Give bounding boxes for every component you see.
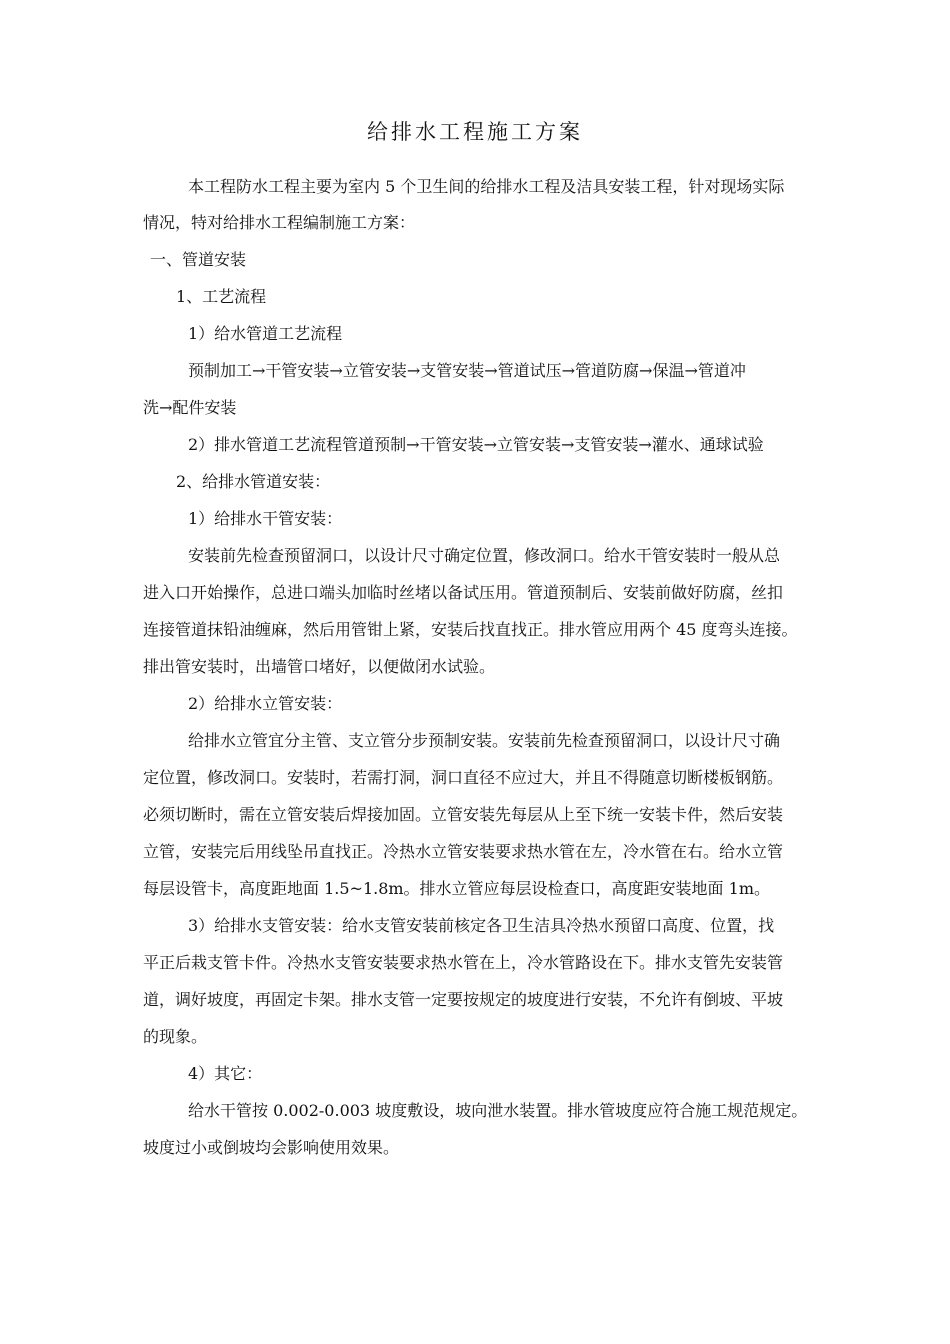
paragraph-line: 预制加工→干管安装→立管安装→支管安装→管道试压→管道防腐→保温→管道冲 bbox=[188, 361, 746, 380]
paragraph-line: 本工程防水工程主要为室内 5 个卫生间的给排水工程及洁具安装工程，针对现场实际 bbox=[188, 177, 785, 196]
paragraph-line: 平正后栽支管卡件。冷热水支管安装要求热水管在上，冷水管路设在下。排水支管先安装管 bbox=[143, 953, 784, 972]
item-heading: 4）其它： bbox=[188, 1064, 263, 1083]
paragraph-line: 情况，特对给排水工程编制施工方案： bbox=[143, 213, 416, 232]
paragraph-line: 连接管道抹铅油缠麻，然后用管钳上紧，安装后找直找正。排水管应用两个 45 度弯头连接。 bbox=[143, 620, 798, 639]
paragraph-line: 给水干管按 0.002-0.003 坡度敷设，坡向泄水装置。排水管坡度应符合施工规范规定。 bbox=[188, 1101, 808, 1120]
paragraph-line: 3）给排水支管安装：给水支管安装前核定各卫生洁具冷热水预留口高度、位置，找 bbox=[188, 916, 775, 935]
paragraph-line: 安装前先检查预留洞口，以设计尺寸确定位置，修改洞口。给水干管安装时一般从总 bbox=[188, 546, 781, 565]
paragraph-line: 每层设管卡，高度距地面 1.5~1.8m。排水立管应每层设检查口，高度距安装地面 1m。 bbox=[143, 879, 770, 898]
item-heading: 2）给排水立管安装： bbox=[188, 694, 343, 713]
paragraph-line: 洗→配件安装 bbox=[143, 398, 237, 417]
item-heading: 1）给排水干管安装： bbox=[188, 509, 343, 528]
paragraph-line: 给排水立管宜分主管、支立管分步预制安装。安装前先检查预留洞口，以设计尺寸确 bbox=[188, 731, 781, 750]
paragraph-line: 定位置，修改洞口。安装时，若需打洞，洞口直径不应过大，并且不得随意切断楼板钢筋。 bbox=[143, 768, 784, 787]
paragraph-line: 进入口开始操作，总进口端头加临时丝堵以备试压用。管道预制后、安装前做好防腐，丝扣 bbox=[143, 583, 784, 602]
paragraph-line: 道，调好坡度，再固定卡架。排水支管一定要按规定的坡度进行安装，不允许有倒坡、平坡 bbox=[143, 990, 784, 1009]
paragraph-line: 必须切断时，需在立管安装后焊接加固。立管安装先每层从上至下统一安装卡件，然后安装 bbox=[143, 805, 784, 824]
paragraph-line: 的现象。 bbox=[143, 1027, 208, 1046]
paragraph-line: 立管，安装完后用线坠吊直找正。冷热水立管安装要求热水管在左，冷水管在右。给水立管 bbox=[143, 842, 784, 861]
document-title: 给排水工程施工方案 bbox=[367, 120, 583, 144]
paragraph-line: 排出管安装时，出墙管口堵好，以便做闭水试验。 bbox=[143, 657, 496, 676]
item-heading: 2）排水管道工艺流程管道预制→干管安装→立管安装→支管安装→灌水、通球试验 bbox=[188, 435, 764, 454]
paragraph-line: 坡度过小或倒坡均会影响使用效果。 bbox=[143, 1138, 400, 1157]
section-heading: 一、管道安装 bbox=[150, 250, 247, 269]
subsection-heading: 2、给排水管道安装： bbox=[176, 472, 331, 491]
item-heading: 1）给水管道工艺流程 bbox=[188, 324, 343, 343]
subsection-heading: 1、工艺流程 bbox=[176, 287, 267, 306]
